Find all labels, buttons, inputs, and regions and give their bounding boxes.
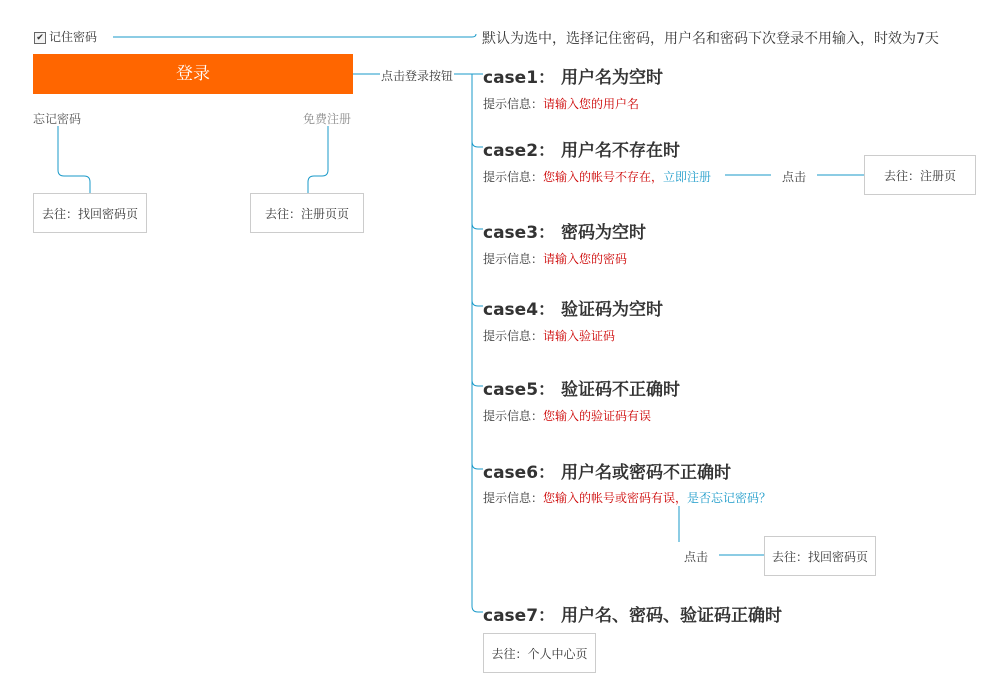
click-login-label: 点击登录按钮: [381, 69, 454, 83]
case-4-tip: [483, 327, 615, 344]
case-3-tip: [483, 250, 627, 267]
forgot-password-link[interactable]: 忘记密码: [33, 112, 82, 126]
case-2-target-box: 去往：注册页: [864, 155, 976, 195]
tip-prefix: 提示信息：: [483, 252, 544, 266]
tip-prefix: 提示信息：: [483, 170, 544, 184]
case-2-tip: [483, 168, 711, 185]
remember-connector: [113, 34, 476, 37]
case-6-message: 您输入的帐号或密码有误，: [543, 491, 688, 505]
case-7-title: case7： 用户名、密码、验证码正确时: [483, 606, 782, 626]
case-4-title: case4： 验证码为空时: [483, 300, 663, 320]
register-target-box: 去往：注册页页: [250, 193, 364, 233]
tip-prefix: 提示信息：: [483, 409, 544, 423]
case-2-message: 您输入的帐号不存在，: [543, 170, 664, 184]
case-5-message: 您输入的验证码有误: [543, 409, 652, 423]
remember-note: 默认为选中，选择记住密码，用户名和密码下次登录不用输入，时效为7天: [482, 31, 939, 47]
case-7-target-box: 去往：个人中心页: [483, 633, 596, 673]
tip-prefix: 提示信息：: [483, 97, 544, 111]
register-link[interactable]: 免费注册: [303, 112, 352, 126]
case-4-message: 请输入验证码: [543, 329, 616, 343]
case-2-register-link[interactable]: 立即注册: [663, 170, 712, 184]
login-button[interactable]: 登录: [33, 54, 353, 94]
case-3-message: 请输入您的密码: [543, 252, 628, 266]
case-3-title: case3： 密码为空时: [483, 223, 646, 243]
case-1-title: case1： 用户名为空时: [483, 68, 663, 88]
forgot-target-box: 去往：找回密码页: [33, 193, 147, 233]
checkbox-check-icon: ✔: [34, 32, 46, 44]
trunk-line: [472, 74, 483, 612]
remember-checkbox[interactable]: [34, 28, 97, 45]
case-6-target-box: 去往：找回密码页: [764, 536, 876, 576]
case-1-message: 请输入您的用户名: [543, 97, 640, 111]
case-6-title: case6： 用户名或密码不正确时: [483, 463, 731, 483]
case-6-action: 点击: [684, 550, 709, 564]
tip-prefix: 提示信息：: [483, 329, 544, 343]
case-6-tip: [483, 489, 771, 506]
case-6-forgot-link[interactable]: 是否忘记密码？: [687, 491, 772, 505]
remember-label: 记住密码: [49, 30, 98, 44]
case-1-tip: [483, 95, 639, 112]
tip-prefix: 提示信息：: [483, 491, 544, 505]
case-2-title: case2： 用户名不存在时: [483, 141, 680, 161]
forgot-connector: [58, 126, 90, 193]
case-5-tip: [483, 407, 651, 424]
register-connector: [308, 126, 328, 193]
case-5-title: case5： 验证码不正确时: [483, 380, 680, 400]
case-2-action: 点击: [782, 170, 807, 184]
